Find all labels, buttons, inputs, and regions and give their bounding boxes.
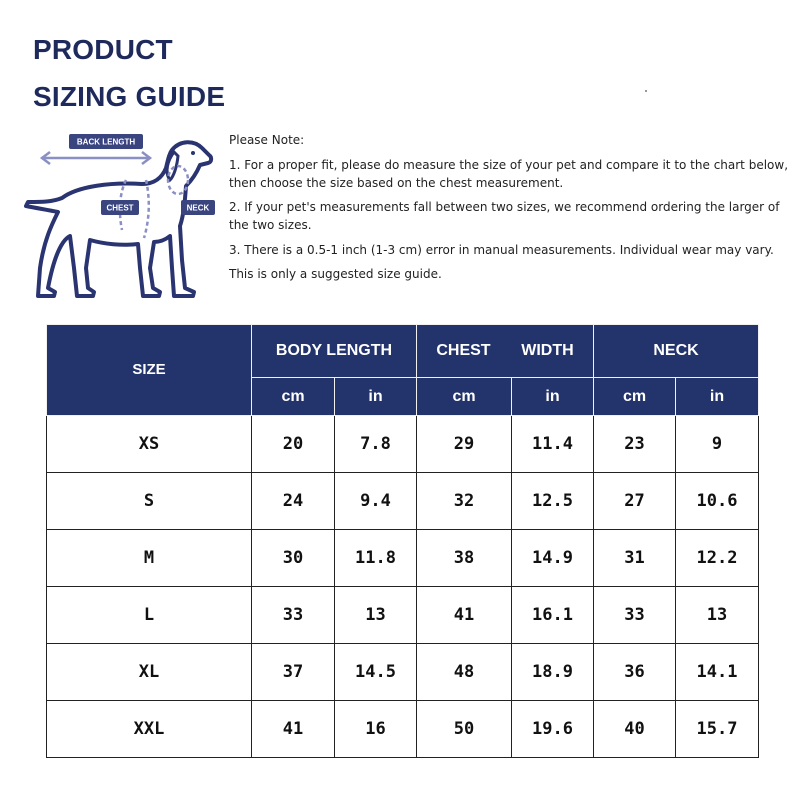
neck-in-cell: 15.7	[676, 701, 759, 758]
neck-label: NECK	[186, 203, 210, 213]
body-cm-cell: 30	[252, 530, 335, 587]
body-in-cell: 9.4	[335, 473, 417, 530]
title-line-product: PRODUCT	[33, 34, 173, 65]
table-row	[47, 587, 759, 644]
dog-eye	[191, 151, 195, 155]
title-line-sizing-guide: SIZING GUIDE	[33, 81, 226, 112]
unit-header: cm	[594, 378, 676, 416]
body-in-cell: 14.5	[335, 644, 417, 701]
body-in-cell: 16	[335, 701, 417, 758]
note-item: 3. There is a 0.5-1 inch (1-3 cm) error in manual measurements. Individual wear may vary.	[229, 242, 774, 257]
body-cm-cell: 41	[252, 701, 335, 758]
table-row	[47, 416, 759, 473]
size-cell: XS	[47, 416, 252, 473]
chest-in-cell: 19.6	[512, 701, 594, 758]
chest-cm-cell: 50	[417, 701, 512, 758]
neck-header: NECK	[594, 325, 759, 378]
dog-silhouette	[26, 142, 211, 296]
neck-in-cell: 13	[676, 587, 759, 644]
neck-in-cell: 10.6	[676, 473, 759, 530]
body-cm-cell: 20	[252, 416, 335, 473]
neck-cm-cell: 31	[594, 530, 676, 587]
stray-dot	[645, 90, 647, 92]
unit-header: in	[335, 378, 417, 416]
size-column-header: SIZE	[47, 325, 252, 416]
dog-measurement-diagram	[22, 128, 222, 303]
body-in-cell: 11.8	[335, 530, 417, 587]
table-row	[47, 701, 759, 758]
chest-cm-cell: 48	[417, 644, 512, 701]
notes-footer: This is only a suggested size guide.	[229, 267, 442, 281]
chest-in-cell: 12.5	[512, 473, 594, 530]
body-length-header: BODY LENGTH	[252, 325, 417, 378]
chest-width-header	[417, 325, 594, 378]
size-cell: S	[47, 473, 252, 530]
table-header-row	[47, 325, 759, 378]
chest-cm-cell: 29	[417, 416, 512, 473]
unit-header: cm	[252, 378, 335, 416]
back-length-label: BACK LENGTH	[76, 137, 136, 147]
body-in-cell: 7.8	[335, 416, 417, 473]
neck-cm-cell: 27	[594, 473, 676, 530]
table-row	[47, 530, 759, 587]
body-in-cell: 13	[335, 587, 417, 644]
neck-in-cell: 14.1	[676, 644, 759, 701]
chest-in-cell: 14.9	[512, 530, 594, 587]
body-cm-cell: 24	[252, 473, 335, 530]
neck-in-cell: 12.2	[676, 530, 759, 587]
size-cell: L	[47, 587, 252, 644]
chest-in-cell: 11.4	[512, 416, 594, 473]
note-item: 1. For a proper fit, please do measure the size of your pet and compare it to the chart below, then choose the size based on the chest measurement.	[229, 157, 789, 190]
table-row	[47, 644, 759, 701]
body-cm-cell: 37	[252, 644, 335, 701]
neck-cm-cell: 36	[594, 644, 676, 701]
chest-label: CHEST	[106, 203, 134, 213]
table-row	[47, 473, 759, 530]
size-cell: XL	[47, 644, 252, 701]
chest-cm-cell: 32	[417, 473, 512, 530]
chest-in-cell: 18.9	[512, 644, 594, 701]
neck-cm-cell: 40	[594, 701, 676, 758]
neck-cm-cell: 33	[594, 587, 676, 644]
notes-heading: Please Note:	[229, 133, 305, 147]
neck-cm-cell: 23	[594, 416, 676, 473]
unit-header: in	[512, 378, 594, 416]
page-title	[33, 26, 225, 120]
unit-header: in	[676, 378, 759, 416]
chest-header-text: CHEST	[436, 342, 491, 359]
unit-header: cm	[417, 378, 512, 416]
neck-in-cell: 9	[676, 416, 759, 473]
note-item: 2. If your pet's measurements fall between two sizes, we recommend ordering the larger of the two sizes.	[229, 200, 780, 232]
body-cm-cell: 33	[252, 587, 335, 644]
chest-cm-cell: 38	[417, 530, 512, 587]
size-chart-table	[46, 324, 759, 758]
sizing-notes	[229, 131, 794, 290]
width-header-text: WIDTH	[521, 342, 574, 359]
chest-cm-cell: 41	[417, 587, 512, 644]
size-cell: XXL	[47, 701, 252, 758]
chest-in-cell: 16.1	[512, 587, 594, 644]
size-cell: M	[47, 530, 252, 587]
